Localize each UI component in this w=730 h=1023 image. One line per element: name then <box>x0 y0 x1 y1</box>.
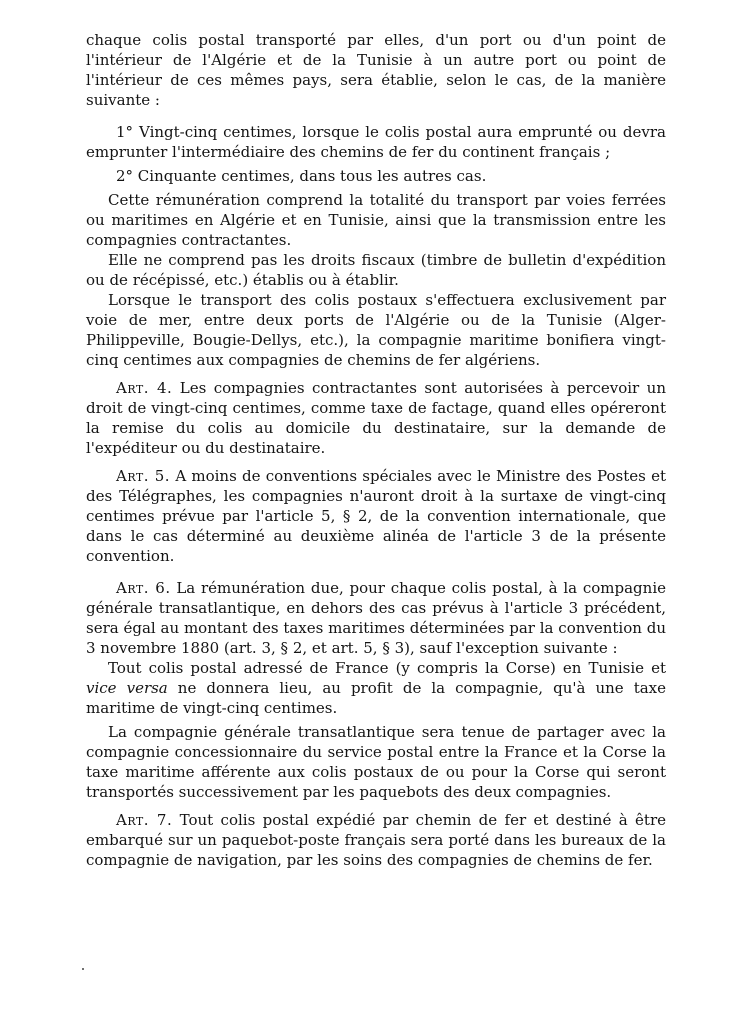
article-7-text: Tout colis postal expédié par chemin de fer et destiné à être embarqué sur un paquebot-poste français sera porté dans les bureaux de la compagnie de navigation, par les soins des compagnies de chemins de fer. <box>86 811 666 869</box>
article-6-label: Art. 6. <box>116 579 171 597</box>
article-5-label: Art. 5. <box>116 467 171 485</box>
article-7-label: Art. 7. <box>116 811 173 829</box>
paragraph-continuation: chaque colis postal transporté par elles, d'un port ou d'un point de l'intérieur de l'Algérie et de la Tunisie à un autre port ou point de l'intérieur de ces mêmes pays, sera établie, selon le cas, de la manière suivante : <box>86 31 666 109</box>
paragraph-item-2: 2° Cinquante centimes, dans tous les autres cas. <box>116 167 487 185</box>
article-4-label: Art. 4. <box>116 379 173 397</box>
paragraph-transatlantic-sharing: La compagnie générale transatlantique sera tenue de partager avec la compagnie concessionnaire du service postal entre la France et la Corse la taxe maritime afférente aux colis postaux de ou pour la Corse qui seront transportés successivement par les paquebots des deux compagnies. <box>86 723 666 801</box>
paragraph-corsica-tunisia <box>86 658 666 718</box>
article-5-text: A moins de conventions spéciales avec le Ministre des Postes et des Télégraphes, les compagnies n'auront droit à la surtaxe de vingt-cinq centimes prévue par l'article 5, § 2, de la convention internationale, que dans le cas déterminé au deuxième alinéa de l'article 3 de la présente convention. <box>86 467 666 565</box>
paragraph-corsica-tunisia-before: Tout colis postal adressé de France (y compris la Corse) en Tunisie et <box>108 659 666 677</box>
article-6-text: La rémunération due, pour chaque colis postal, à la compagnie générale transatlantique, en dehors des cas prévus à l'article 3 précédent, sera égal au montant des taxes maritimes déterminées par la convention du 3 novembre 1880 (art. 3, § 2, et art. 5, § 3), sauf l'exception suivante : <box>86 579 666 657</box>
document-page <box>86 30 666 870</box>
article-4 <box>86 378 666 458</box>
paragraph-fiscal-rights: Elle ne comprend pas les droits fiscaux (timbre de bulletin d'expédition ou de récépissé, etc.) établis ou à établir. <box>86 251 666 289</box>
article-7 <box>86 810 666 870</box>
paragraph-item-1: 1° Vingt-cinq centimes, lorsque le colis postal aura emprunté ou devra emprunter l'intermédiaire des chemins de fer du continent français ; <box>86 123 666 161</box>
paragraph-sea-transport: Lorsque le transport des colis postaux s'effectuera exclusivement par voie de mer, entre deux ports de l'Algérie ou de la Tunisie (Alger-Philippeville, Bougie-Dellys, etc.), la compagnie maritime bonifiera vingt-cinq centimes aux compagnies de chemins de fer algériens. <box>86 291 666 369</box>
scan-speck <box>82 968 84 970</box>
article-6 <box>86 578 666 658</box>
article-4-text: Les compagnies contractantes sont autorisées à percevoir un droit de vingt-cinq centimes, comme taxe de factage, quand elles opéreront la remise du colis au domicile du destinataire, sur la demande de l'expéditeur ou du destinataire. <box>86 379 666 457</box>
paragraph-corsica-tunisia-italic: vice versa <box>86 679 168 697</box>
paragraph-remuneration: Cette rémunération comprend la totalité du transport par voies ferrées ou maritimes en Algérie et en Tunisie, ainsi que la transmission entre les compagnies contractantes. <box>86 191 666 249</box>
paragraph-corsica-tunisia-after: ne donnera lieu, au profit de la compagnie, qu'à une taxe maritime de vingt-cinq centimes. <box>86 679 667 717</box>
article-5 <box>86 466 666 566</box>
